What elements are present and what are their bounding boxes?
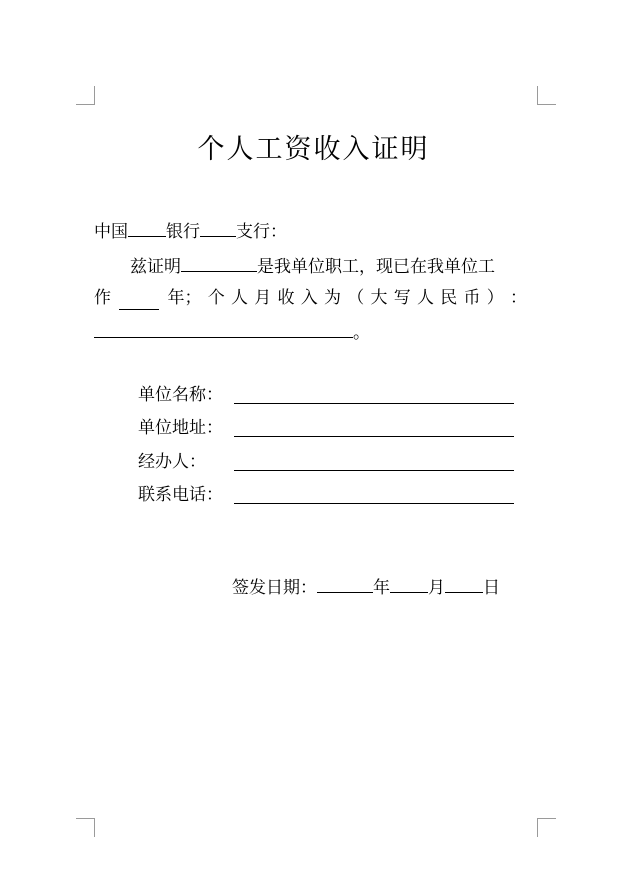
- crop-mark-bottom-right: [537, 818, 556, 837]
- issue-date-line: [232, 574, 500, 600]
- income-char: 月: [254, 288, 272, 308]
- income-char: （: [347, 288, 365, 308]
- income-char: 个: [207, 288, 225, 308]
- bank-line: [94, 218, 287, 244]
- unit-name-blank[interactable]: [234, 403, 514, 404]
- work-year-label: 年；: [167, 288, 202, 308]
- issue-day-blank[interactable]: [445, 574, 483, 593]
- unit-name-label: 单位名称：: [138, 385, 223, 405]
- handler-field: [138, 450, 514, 474]
- bank-prefix: 中国: [94, 222, 128, 242]
- unit-name-field: [138, 383, 514, 407]
- unit-address-label: 单位地址：: [138, 418, 223, 438]
- income-char: 收: [277, 288, 295, 308]
- income-amount-line: [94, 319, 370, 345]
- income-char: 人: [231, 288, 248, 308]
- issue-year-label: 年: [373, 578, 390, 598]
- unit-address-blank[interactable]: [234, 436, 514, 437]
- phone-blank[interactable]: [234, 503, 514, 504]
- certify-prefix: 兹证明: [130, 257, 181, 277]
- income-char: 入: [300, 288, 318, 308]
- handler-label: 经办人：: [138, 452, 206, 472]
- issue-day-label: 日: [483, 578, 500, 598]
- income-char: ）: [486, 288, 504, 308]
- income-char: 币: [463, 288, 481, 308]
- branch-name-blank[interactable]: [200, 218, 236, 237]
- unit-address-field: [138, 416, 514, 440]
- income-char: 人: [417, 288, 434, 308]
- crop-mark-top-right: [537, 86, 556, 105]
- phone-field: [138, 483, 514, 507]
- bank-name-blank[interactable]: [128, 218, 166, 237]
- phone-label: 联系电话：: [138, 485, 223, 505]
- work-prefix: 作: [94, 288, 111, 308]
- bank-mid: 银行: [166, 222, 200, 242]
- income-char: 为: [324, 288, 341, 308]
- document-title: 个人工资收入证明: [197, 134, 430, 165]
- period-mark: 。: [353, 323, 370, 343]
- issue-month-label: 月: [428, 578, 445, 598]
- handler-blank[interactable]: [234, 470, 514, 471]
- issue-year-blank[interactable]: [317, 574, 373, 593]
- income-char: 民: [440, 288, 458, 308]
- crop-mark-top-left: [76, 86, 95, 105]
- certify-line: [130, 253, 495, 279]
- employee-name-blank[interactable]: [181, 253, 257, 272]
- income-char: 写: [393, 288, 411, 308]
- bank-suffix: 支行：: [236, 222, 287, 242]
- certify-suffix: 是我单位职工，现已在我单位工: [257, 257, 495, 277]
- income-amount-blank[interactable]: [94, 319, 353, 338]
- income-char: 大: [370, 288, 388, 308]
- income-char: ：: [510, 288, 527, 308]
- crop-mark-bottom-left: [76, 818, 95, 837]
- income-line: [94, 286, 527, 310]
- years-worked-blank[interactable]: [119, 291, 159, 310]
- issue-month-blank[interactable]: [390, 574, 428, 593]
- issue-date-label: 签发日期：: [232, 578, 317, 598]
